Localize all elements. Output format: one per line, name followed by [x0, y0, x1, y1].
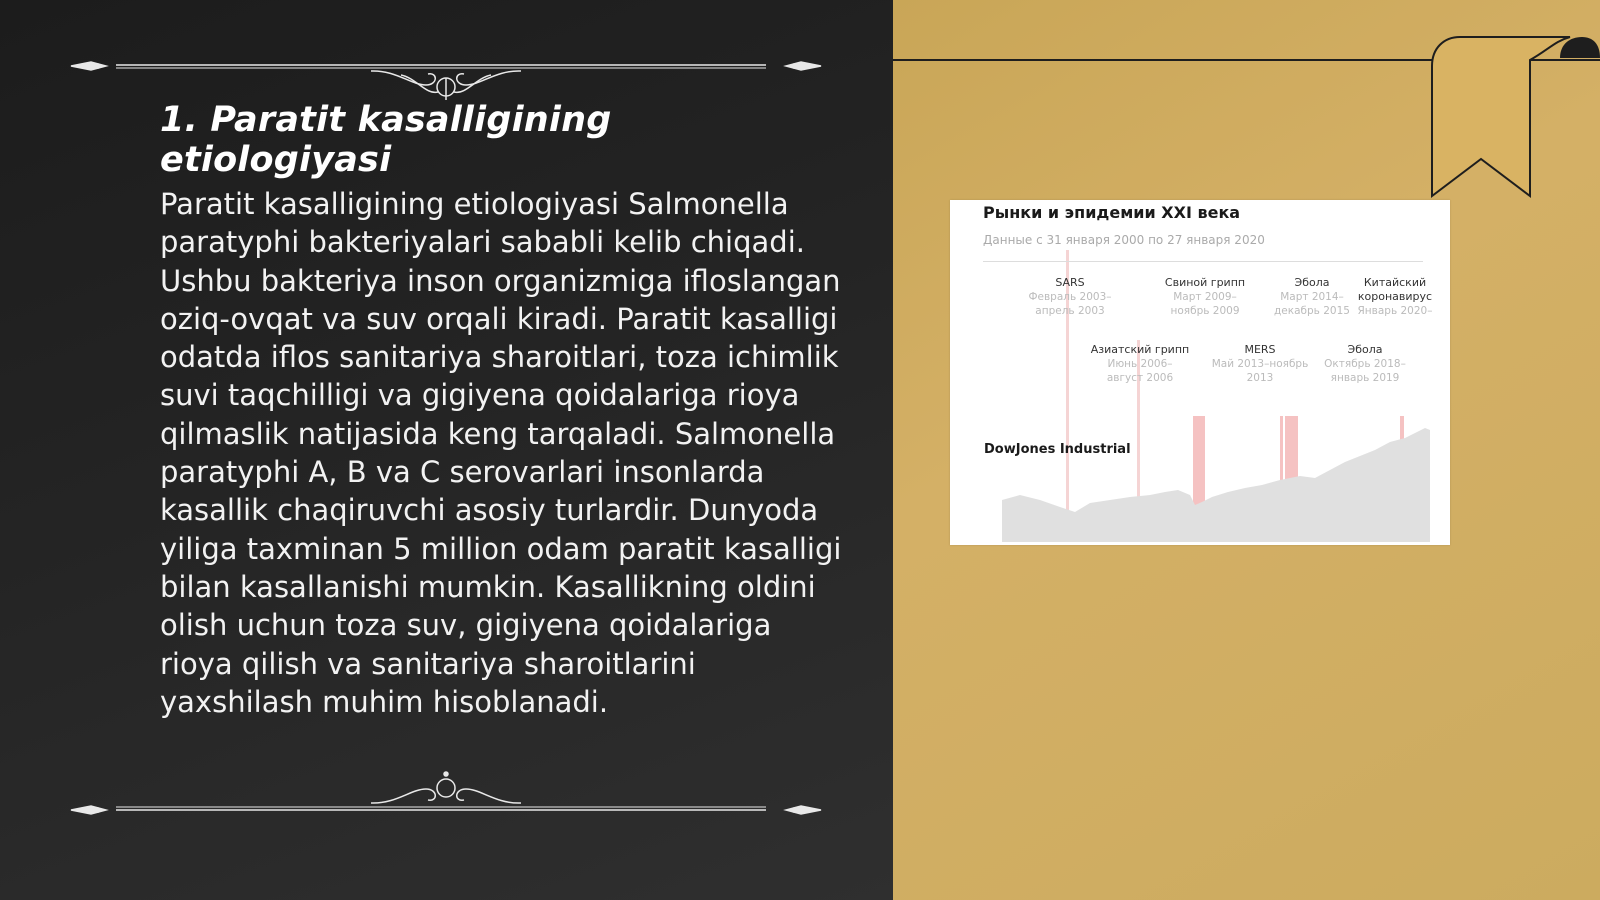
event-label-sars: SARS Февраль 2003–апрель 2003: [1028, 276, 1112, 317]
event-label-mers: MERS Май 2013–ноябрь 2013: [1211, 343, 1309, 384]
series-label: DowJones Industrial: [984, 442, 1131, 457]
embedded-chart-image: [950, 200, 1450, 545]
event-label-ebola-2018: Эбола Октябрь 2018–январь 2019: [1324, 343, 1406, 384]
slide-body-text: Paratit kasalligining etiologiyasi Salmonella paratyphi bakteriyalari sababli kelib chiqadi. Ushbu bakteriya inson organizmiga ifloslangan oziq-ovqat va suv orqali kiradi. Paratit kasalligi odatda iflos sanitariya sharoitlari, toza ichimlik suvi taqchilligi va gigiyena qoidalariga rioya qilmaslik natijasida keng tarqaladi. Salmonella paratyphi A, B va C serovarlari insonlarda kasallik chaqiruvchi asosiy turlardir. Dunyoda yiliga taxminan 5 million odam paratit kasalligi bilan kasallanishi mumkin. Kasallikning oldini olish uchun toza suv, gigiyena qoidalariga rioya qilish va sanitariya sharoitlarini yaxshilash muhim hisoblanadi.: [160, 187, 842, 719]
chart-divider: [983, 261, 1423, 262]
chart-subtitle: Данные с 31 января 2000 по 27 января 2020: [983, 233, 1265, 247]
event-label-swine-flu: Свиной грипп Март 2009–ноябрь 2009: [1164, 276, 1246, 317]
slide-title: 1. Paratit kasalligining etiologiyasi: [160, 100, 612, 180]
chart-title: Рынки и эпидемии XXI века: [983, 203, 1241, 222]
top-ornament-icon: [66, 40, 826, 100]
event-label-coronavirus: Китайский коронавирус Январь 2020–: [1357, 276, 1433, 317]
event-label-ebola-2014: Эбола Март 2014–декабрь 2015: [1274, 276, 1350, 317]
event-label-asian-flu: Азиатский грипп Июнь 2006–август 2006: [1090, 343, 1190, 384]
bookmark-ribbon-icon: [1430, 36, 1600, 200]
bottom-ornament-icon: [66, 770, 826, 830]
